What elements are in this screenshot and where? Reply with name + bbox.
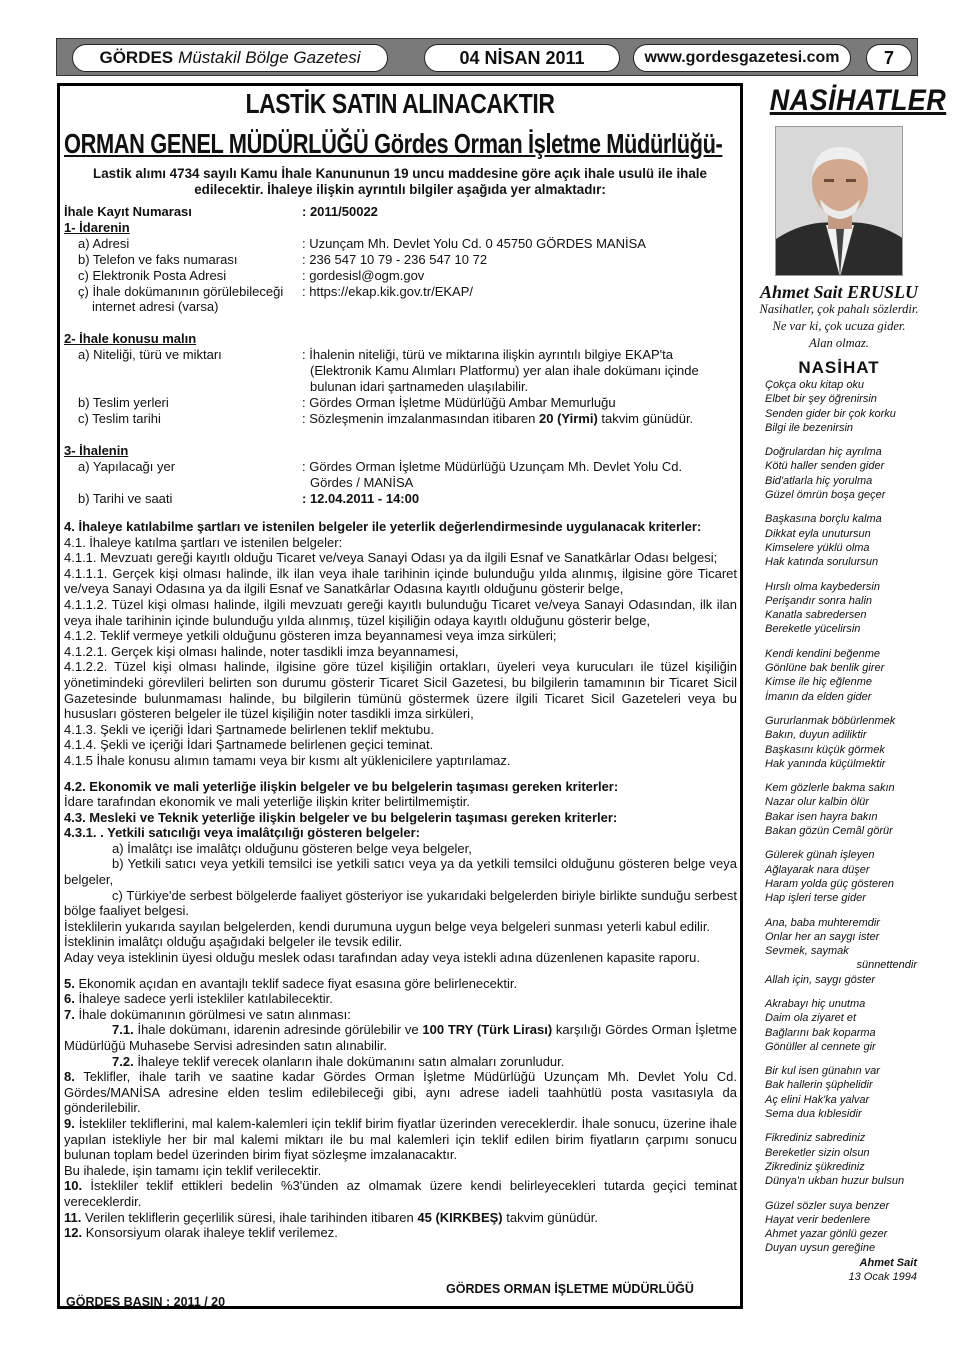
kayit-label: İhale Kayıt Numarası <box>64 204 192 219</box>
poem-line: Kötü haller senden gider <box>765 460 885 473</box>
p6: 6. İhaleye sadece yerli istekliler katılabilecektir. <box>64 991 333 1007</box>
poem-stanza <box>765 916 917 987</box>
poem-stanza <box>765 512 917 569</box>
newspaper-name <box>72 44 388 72</box>
web-label-1: ç) İhale dokümanının görülebileceği <box>78 284 284 299</box>
poem-line: Dikkat eyla unutursun <box>765 527 871 540</box>
ad-title: LASTİK SATIN ALINACAKTIR <box>245 88 555 119</box>
p42-text: İdare tarafından ekonomik ve mali yeterliğe ilişkin kriter belirtilmemiştir. <box>64 794 471 810</box>
poem-line: Kimse ile hiç eğlenme <box>765 676 872 689</box>
poem-line: İmanın da elden gider <box>765 690 872 703</box>
phone-label: b) Telefon ve faks numarası <box>78 252 238 267</box>
poem-line: Gönlüne bak benlik girer <box>765 662 885 675</box>
p7: 7. İhale dokümanının görülmesi ve satın alınması: <box>64 1006 351 1022</box>
poem-stanza <box>765 781 917 838</box>
p9: 9. İstekliler tekliflerini, mal kalem-kalemleri için teklif birim fiyatlar üzerinden vereceklerdir. İhale sonucu, üzerine ihale yapılan istekliyle her bir mal kalemi miktarı ile bu mal kalemleri için teklif edilen birim fiyatların çarpımı sonucu bulunan toplam bedel üzerinden birim fiyat sözleşme imzalanacaktır. <box>64 1115 737 1163</box>
website[interactable]: www.gordesgazetesi.com <box>633 44 851 72</box>
p42-head: 4.2. Ekonomik ve mali yeterliğe ilişkin belgeler ve bu belgelerin taşıması gereken kriterler: <box>64 778 619 794</box>
web-value[interactable]: : https://ekap.kik.gov.tr/EKAP/ <box>302 284 473 299</box>
poem-line: Haram yolda güç gösteren <box>765 877 895 890</box>
poem-line: Onlar her an saygı ister <box>765 930 880 943</box>
p415: 4.1.5 İhale konusu alımın tamamı veya bir kısmı alt yüklenicilere yaptırılamaz. <box>64 752 511 768</box>
p10: 10. İstekliler teklif ettikleri bedelin %3'ünden az olmamak üzere kendi belirleyecekleri tutarda geçici teminat vereceklerdir. <box>64 1178 737 1209</box>
nature-value-3: bulunan idari şartnameden ulaşılabilir. <box>310 379 529 394</box>
poem-line: Bakan gözün Cemâl görür <box>765 825 893 838</box>
poem-stanza <box>765 378 917 435</box>
section-3-head: 3- İhalenin <box>64 443 129 458</box>
delivery-place-label: b) Teslim yerleri <box>78 395 169 410</box>
poem-line: Ağlayarak nara düşer <box>765 863 870 876</box>
poem-line: Kem gözlerle bakma sakın <box>765 782 895 795</box>
section-1-head: 1- İdarenin <box>64 220 130 235</box>
poem-line: Gururlanmak böbürlenmek <box>765 714 896 727</box>
poem-line: Fikrediniz sabrediniz <box>765 1132 866 1145</box>
nature-value-2: (Elektronik Kamu Alımları Platformu) yer alan ihale dokümanı içinde <box>310 363 699 378</box>
ad-subtitle: ORMAN GENEL MÜDÜRLÜĞÜ Gördes Orman İşletme Müdürlüğü- <box>64 128 723 159</box>
poem-line: Bakın, duyun adiliktir <box>765 729 867 742</box>
poem-line: Güzel ömrün boşa geçer <box>765 489 886 502</box>
paper-subtitle: Müstakil Bölge Gazetesi <box>178 48 361 67</box>
issue-date: 04 NİSAN 2011 <box>424 44 620 72</box>
address-value: : Uzunçam Mh. Devlet Yolu Cd. 0 45750 GÖRDES MANİSA <box>302 236 646 251</box>
poem-stanza <box>765 580 917 637</box>
p4122: 4.1.2.2. Tüzel kişi olması halinde, ilgisine göre tüzel kişiliğin ortakları, üyeleri veya kurucuları ile tüzel kişiliğin yönetimindeki görevlileri belirten son durumu gösterir Ticaret Sicil Gazetesi, bu bilgilerin tamamının bir Ticaret Sicil Gazetesinde bulunmaması halinde, bu bilgilerin tümünü göstermek üzere ilgili Ticaret Sicil Gazeteleri veya bu hususları gösteren belgeler ile tüzel kişiliğin noter tasdikli imza sirküleri, <box>64 659 737 722</box>
venue-label: a) Yapılacağı yer <box>78 459 176 474</box>
portrait-image <box>776 127 903 276</box>
signature-name: Ahmet Sait <box>859 1256 917 1269</box>
p4111: 4.1.1.1. Gerçek kişi olması halinde, ilk ilan veya ihale tarihinin içinde bulunduğu yılda alınmış, ilgisine göre Ticaret ve/veya Sanayi Odasına ya da ilgili Esnaf ve Sanatkârlar Odasına kayıtlı olduğunu gösterir belge, <box>64 565 737 597</box>
poem-line: Dünya'n ukban huzur bulsun <box>765 1175 905 1188</box>
poem-line: Çokça oku kitap oku <box>765 379 865 391</box>
p11: 11. Verilen tekliflerin geçerlilik süresi, ihale tarihinden itibaren 45 (KIRKBEŞ) takvim günüdür. <box>64 1209 599 1225</box>
poem-line: Nazar olur kalbin ölür <box>765 796 869 809</box>
poem-line: Daim ola ziyaret et <box>765 1012 857 1025</box>
author-photo <box>775 126 903 276</box>
p9b: Bu ihalede, işin tamamı için teklif verilecektir. <box>64 1162 322 1178</box>
poem-line: Hak yanında küçülmektir <box>765 757 886 770</box>
p8: 8. Teklifler, ihale tarih ve saatine kadar Gördes Orman İşletme Müdürlüğü Uzunçam Mh. Devlet Yolu Cd. Gördes/MANİSA adresine elden teslim edilebileceği gibi, aynı adrese iadeli taahhütlü posta vasıtasıyla da gönderilebilir. <box>64 1069 737 1116</box>
poem <box>765 378 917 1284</box>
poem-line: Hak katında sorulursun <box>765 556 879 569</box>
delivery-date-label: c) Teslim tarihi <box>78 411 161 426</box>
p43-head: 4.3. Mesleki ve Teknik yeterliğe ilişkin belgeler ve bu belgelerin taşıması gereken kriterler: <box>64 809 618 825</box>
venue-value-1: : Gördes Orman İşletme Müdürlüğü Uzunçam Mh. Devlet Yolu Cd. <box>302 459 683 474</box>
poem-stanza <box>765 647 917 704</box>
section-2-head: 2- İhale konusu malın <box>64 331 197 346</box>
poem-line: Elbet bir şey öğrenirsin <box>765 393 877 406</box>
poem-line: Ahmet yazar gönlü gezer <box>765 1228 888 1241</box>
poem-line: Bereketler sizin olsun <box>765 1146 870 1159</box>
poem-line: Kendi kendini beğenme <box>765 647 880 660</box>
p413: 4.1.3. Şekli ve içeriği İdari Şartnamede belirlenen teklif mektubu. <box>64 721 434 737</box>
poem-signature <box>765 1256 917 1285</box>
p431-head: 4.3.1. . Yetkili satıcılığı veya imalâtçılığı gösteren belgeler: <box>64 825 420 841</box>
email-label: c) Elektronik Posta Adresi <box>78 268 227 283</box>
poem-line: Güzel sözler suya benzer <box>765 1199 890 1212</box>
poem-stanza <box>765 1199 917 1256</box>
poem-line: Perişandır sonra halin <box>765 594 873 607</box>
poem-title: NASİHAT <box>798 358 880 377</box>
poem-line: Sema dua kıblesidir <box>765 1108 862 1121</box>
poem-line: Bilgi ile bezenirsin <box>765 421 854 434</box>
venue-value-2: Gördes / MANİSA <box>310 475 414 490</box>
poem-stanza <box>765 997 917 1054</box>
poem-line: Bereketle yücelirsin <box>765 623 861 636</box>
p4121: 4.1.2.1. Gerçek kişi olması halinde, noter tasdikli imza beyannamesi, <box>64 643 459 659</box>
p72: 7.2. İhaleye teklif verecek olanların ihale dokümanını satın almaları zorunludur. <box>112 1053 565 1069</box>
poem-line: Zikrediniz şükrediniz <box>765 1160 865 1173</box>
datetime-value: : 12.04.2011 - 14:00 <box>302 491 420 506</box>
poem-line: sünnettendir <box>856 959 917 972</box>
p12: 12. Konsorsiyum olarak ihaleye teklif verilemez. <box>64 1225 338 1241</box>
poem-stanza <box>765 1131 917 1188</box>
issuer-signature: GÖRDES ORMAN İŞLETME MÜDÜRLÜĞÜ <box>446 1282 694 1296</box>
poem-stanza <box>765 714 917 771</box>
press-code: GÖRDES BASIN : 2011 / 20 <box>66 1295 226 1309</box>
poem-line: Başkasına borçlu kalma <box>765 513 882 526</box>
poem-line: Bakar isen hayra bakın <box>765 810 878 823</box>
poem-line: Bak hallerin şüphelidir <box>765 1079 873 1092</box>
conditions-body <box>64 519 737 1241</box>
web-label-2: internet adresi (varsa) <box>92 299 219 314</box>
poem-line: Ana, baba muhteremdir <box>765 916 880 929</box>
poem-line: Gülerek günah işleyen <box>765 849 875 862</box>
p431e: İsteklinin imalâtçı olduğu aşağıdaki belgeler ile tevsik edilir. <box>64 934 403 950</box>
poem-line: Doğrulardan hiç ayrılma <box>765 446 882 459</box>
p411: 4.1.1. Mevzuatı gereği kayıtlı olduğu Ticaret ve/veya Sanayi Odası ya da ilgili Esnaf ve Sanatkârlar Odası belgesi; <box>64 550 718 566</box>
poem-line: Gönüller al cennete gir <box>765 1040 876 1053</box>
poem-line: Duyan uysun gereğine <box>765 1242 876 1255</box>
delivery-date-value: : Sözleşmenin imzalanmasından itibaren 20 (Yirmi) takvim günüdür. <box>302 411 694 426</box>
poem-line: Sevmek, saymak <box>765 945 849 958</box>
nature-value-1: : İhalenin niteliği, türü ve miktarına ilişkin ayrıntılı bilgiye EKAP'ta <box>302 347 673 362</box>
poem-line: Bağlarını bak koparma <box>765 1026 876 1039</box>
poem-line: Senden gider bir çok korku <box>765 407 896 420</box>
ad-intro: Lastik alımı 4734 sayılı Kamu İhale Kanununun 19 uncu maddesine göre açık ihale usulü ile ihale edilecektir. İhaleye ilişkin ayrıntılı bilgiler aşağıda yer almaktadır: <box>93 166 707 197</box>
p431c: c) Türkiye'de serbest bölgelerde faaliyet gösteriyor ise yukarıdaki belgelerden biriyle birlikte sunduğu serbest bölge faaliyet belgesi. <box>64 887 737 919</box>
p5: 5. Ekonomik açıdan en avantajlı teklif sadece fiyat esasına göre belirlenecektir. <box>64 975 518 991</box>
column-title: NASİHATLER <box>769 84 947 117</box>
poem-line: Allah için, saygı göster <box>765 973 876 986</box>
p412: 4.1.2. Teklif vermeye yetkili olduğunu gösteren imza beyannamesi veya imza sirküleri; <box>64 628 557 644</box>
p431d: İsteklilerin yukarıda sayılan belgelerden, kendi durumuna uygun belge veya belgeleri sunması yeterli kabul edilir. <box>64 918 711 934</box>
poem-line: Kimselere yüklü olma <box>765 541 870 554</box>
poem-line: Hayat verir bedenlere <box>765 1213 871 1226</box>
nature-label: a) Niteliği, türü ve miktarı <box>78 347 222 362</box>
poem-line: Akrabayı hiç unutma <box>765 997 866 1010</box>
poem-line: Bir kul isen günahın var <box>765 1065 880 1078</box>
poem-line: Başkasını küçük görmek <box>765 743 885 756</box>
poem-line: Bid'atlarla hiç yorulma <box>765 474 873 487</box>
p41: 4.1. İhaleye katılma şartları ve istenilen belgeler: <box>64 534 343 550</box>
poem-line: Hırslı olma kaybedersin <box>765 580 880 593</box>
poem-line: Hap işleri terse gider <box>765 892 866 905</box>
signature-date: 13 Ocak 1994 <box>848 1271 917 1284</box>
author-quote: Nasihatler, çok pahalı sözlerdir. Ne var ki, çok ucuza gider. Alan olmaz. <box>759 302 919 350</box>
datetime-label: b) Tarihi ve saati <box>78 491 173 506</box>
p431a: a) İmalâtçı ise imalâtçı olduğunu gösteren belge veya belgeler, <box>112 840 472 856</box>
author-name: Ahmet Sait ERUSLU <box>759 282 919 302</box>
p414: 4.1.4. Şekli ve içeriği İdari Şartnamede belirlenen geçici teminat. <box>64 737 434 753</box>
p4112: 4.1.1.2. Tüzel kişi olması halinde, ilgili mevzuatı gereği kayıtlı bulunduğu Ticaret ve/veya Sanayi Odasından, ilk ilan veya ihale tarihinin içinde bulunduğu yılda alınmış, tüzel kişiliğin odaya kayıtlı olduğunu gösterir belge, <box>64 596 737 628</box>
p4-head: 4. İhaleye katılabilme şartları ve istenilen belgeler ile yeterlik değerlendirmesinde uygulanacak kriterler: <box>64 519 702 534</box>
poem-stanza <box>765 445 917 502</box>
poem-line: Aç elini Hak'ka yalvar <box>765 1093 870 1106</box>
poem-stanza <box>765 1064 917 1121</box>
delivery-place-value: : Gördes Orman İşletme Müdürlüğü Ambar Memurluğu <box>302 395 616 410</box>
paper-bold: GÖRDES <box>99 48 174 67</box>
poem-stanza <box>765 848 917 905</box>
email-value[interactable]: : gordesisl@ogm.gov <box>302 268 425 283</box>
page-number: 7 <box>866 44 912 72</box>
p431f: Aday veya isteklinin üyesi olduğu meslek odası tarafından aday veya istekli adına düzenlenen kapasite raporu. <box>64 950 700 966</box>
p71: 7.1. İhale dokümanı, idarenin adresinde görülebilir ve 100 TRY (Türk Lirası) karşılığı Gördes Orman İşletme Müdürlüğü Muhasebe Servisi adresinden satın alınabilir. <box>64 1022 737 1053</box>
poem-line: Kanatla sabredersen <box>765 609 867 622</box>
p431b: b) Yetkili satıcı veya yetkili temsilci ise yetkili satıcı veya ya da yetkili temsilci olduğunu gösteren belge veya belgeler, <box>64 856 737 888</box>
phone-value: : 236 547 10 79 - 236 547 10 72 <box>302 252 488 267</box>
kayit-value: : 2011/50022 <box>302 204 378 219</box>
address-label: a) Adresi <box>78 236 130 251</box>
